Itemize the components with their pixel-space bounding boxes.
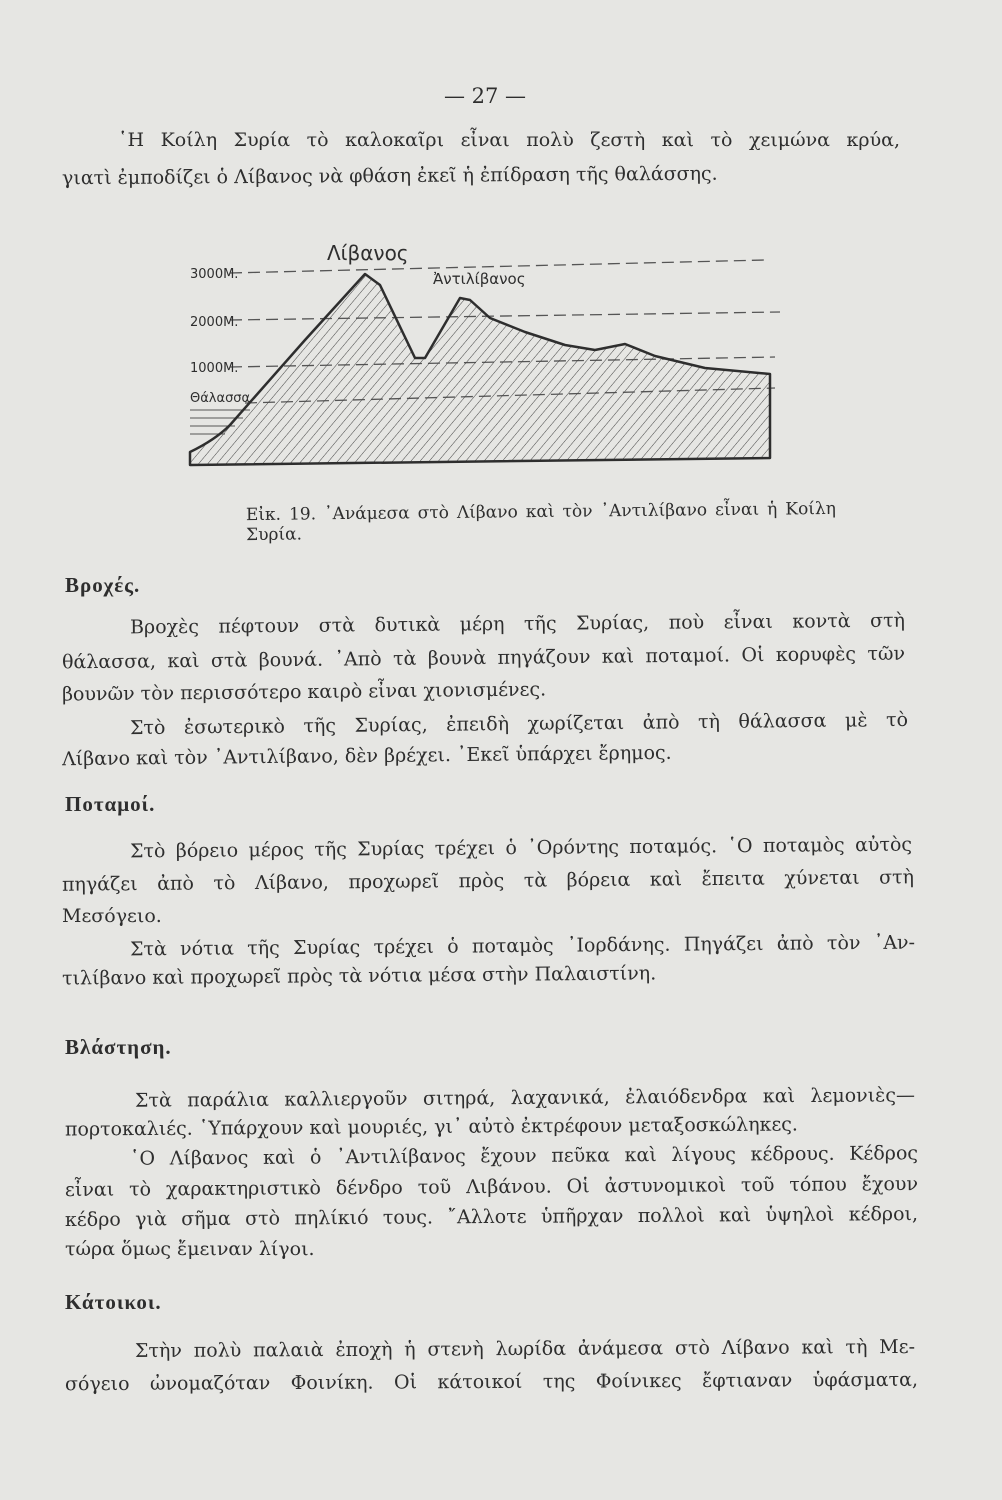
paragraph-line: ῾Η Κοίλη Συρία τὸ καλοκαῖρι εἶναι πολὺ ζεστὴ καὶ τὸ χειμώνα κρύα, (118, 129, 900, 151)
elevation-profile-diagram (185, 240, 785, 480)
paragraph-line: γιατὶ ἐμποδίζει ὁ Λίβανος νὰ φθάση ἐκεῖ ἡ ἐπίδραση τῆς θαλάσσης. (61, 162, 718, 190)
section-heading-rivers: Ποταμοί. (65, 792, 156, 816)
paragraph-line: βουνῶν τὸν περισσότερο καιρὸ εἶναι χιονισμένες. (61, 678, 547, 706)
elevation-label-2000: 2000Μ. (190, 315, 239, 330)
paragraph-line: θάλασσα, καὶ στὰ βουνά. ᾿Απὸ τὰ βουνὰ πηγάζουν καὶ ποταμοί. Οἱ κορυφὲς τῶν (61, 642, 906, 674)
sea-label: Θάλασσα (190, 391, 251, 406)
paragraph-line: τώρα ὅμως ἔμειναν λίγοι. (65, 1238, 315, 1260)
mountain-profile (190, 274, 770, 465)
paragraph-line: Μεσόγειο. (62, 905, 162, 927)
paragraph-line: Λίβανο καὶ τὸν ᾿Αντιλίβανο, δὲν βρέχει. ᾿Εκεῖ ὑπάρχει ἔρημος. (61, 741, 672, 771)
peak-label-antilebanon: Ἀντιλίβανος (433, 270, 526, 288)
paragraph-line: τιλίβανο καὶ προχωρεῖ πρὸς τὰ νότια μέσα στὴν Παλαιστίνη. (61, 962, 657, 990)
paragraph-line: κέδρο γιὰ σῆμα στὸ πηλίκιό τους. ῎Αλλοτε ὑπῆρχαν πολλοὶ καὶ ὑψηλοὶ κέδροι, (64, 1203, 919, 1231)
paragraph-line: Στὰ νότια τῆς Συρίας τρέχει ὁ ποταμὸς ᾿Ιορδάνης. Πηγάζει ἀπὸ τὸν ᾿Αν- (129, 931, 916, 961)
paragraph-line: Στὴν πολὺ παλαιὰ ἐποχὴ ἡ στενὴ λωρίδα ἀνάμεσα στὸ Λίβανο καὶ τὴ Με- (134, 1335, 916, 1363)
figure-caption: Εἰκ. 19. ᾿Ανάμεσα στὸ Λίβανο καὶ τὸν ᾿Αντιλίβανο εἶναι ἡ Κοίλη Συρία. (245, 498, 836, 546)
page-number: — 27 — (443, 84, 527, 108)
paragraph-line: ῾Ο Λίβανος καὶ ὁ ᾿Αντιλίβανος ἔχουν πεῦκα καὶ λίγους κέδρους. Κέδρος (129, 1142, 919, 1170)
paragraph-line: πηγάζει ἀπὸ τὸ Λίβανο, προχωρεῖ πρὸς τὰ βόρεια καὶ ἔπειτα χύνεται στὴ (61, 866, 915, 896)
paragraph-line: εἶναι τὸ χαρακτηριστικὸ δένδρο τοῦ Λιβάνου. Οἱ ἀστυνομικοὶ τοῦ τόπου ἔχουν (64, 1173, 919, 1201)
paragraph-line: πορτοκαλιές. ῾Υπάρχουν καὶ μουριές, γι᾿ αὐτὸ ἐκτρέφουν μεταξοσκώληκες. (64, 1113, 799, 1141)
section-heading-vegetation: Βλάστηση. (65, 1035, 172, 1059)
elevation-label-3000: 3000Μ. (190, 267, 239, 282)
section-heading-inhabitants: Κάτοικοι. (65, 1290, 162, 1314)
peak-label-lebanon: Λίβανος (327, 241, 409, 265)
paragraph-line: Στὸ ἐσωτερικὸ τῆς Συρίας, ἐπειδὴ χωρίζεται ἀπὸ τὴ θάλασσα μὲ τὸ (129, 708, 909, 740)
elevation-label-1000: 1000Μ. (190, 361, 239, 376)
paragraph-line: Στὰ παράλια καλλιεργοῦν σιτηρά, λαχανικά, ἐλαιόδενδρα καὶ λεμονιὲς— (134, 1084, 916, 1112)
section-heading-rain: Βροχές. (65, 573, 141, 597)
paragraph-line: Βροχὲς πέφτουν στὰ δυτικὰ μέρη τῆς Συρίας, ποὺ εἶναι κοντὰ στὴ (129, 609, 906, 639)
paragraph-line: σόγειο ὠνομαζόταν Φοινίκη. Οἱ κάτοικοί της Φοίνικες ἔφτιαναν ὑφάσματα, (64, 1368, 919, 1396)
paragraph-line: Στὸ βόρειο μέρος τῆς Συρίας τρέχει ὁ ᾿Ορόντης ποταμός. ῾Ο ποταμὸς αὐτὸς (129, 833, 913, 863)
